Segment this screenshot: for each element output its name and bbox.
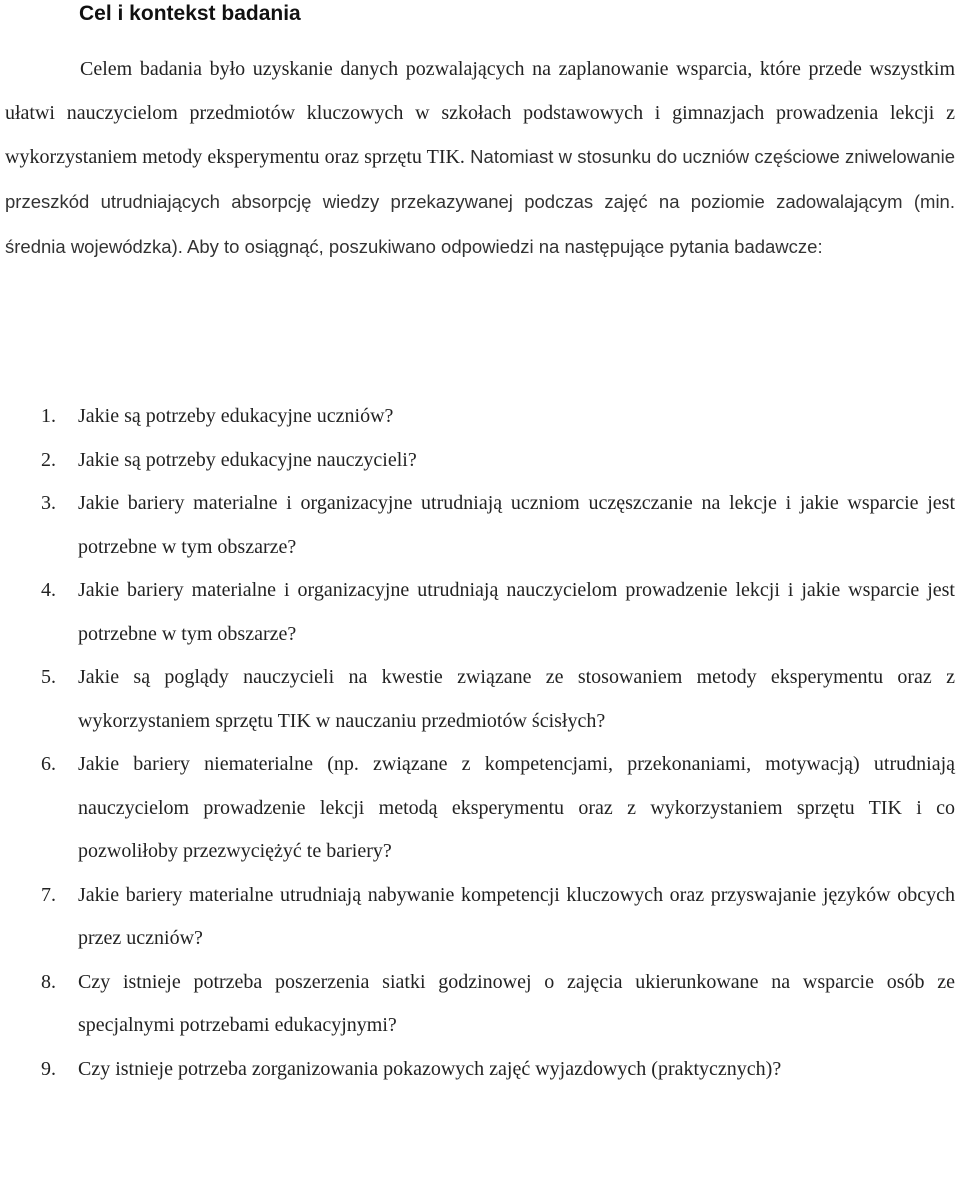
question-text: Jakie są poglądy nauczycieli na kwestie związane ze stosowaniem metody eksperymentu oraz z wykorzystaniem sprzętu TIK w nauczaniu przedmiotów ścisłych? [78,666,955,732]
research-question-7 [0,874,960,961]
question-text: Jakie bariery materialne utrudniają nabywanie kompetencji kluczowych oraz przyswajanie języków obcych przez uczniów? [78,883,955,949]
question-number: 7. [41,883,56,906]
research-question-1 [0,395,960,439]
research-question-9 [0,1048,960,1092]
question-number: 5. [41,666,56,688]
question-number: 8. [41,970,56,993]
intro-text-part-1: Celem badania było uzyskanie danych pozwalających na zaplanowanie wsparcia, które przede wszystkim ułatwi nauczycielom przedmiotów kluczowych w szkołach podstawowych i gimnazjach prowadzenia lekcji z wykorzystaniem metody eksperymentu oraz sprzętu TIK. [5,58,955,169]
question-text: Czy istnieje potrzeba zorganizowania pokazowych zajęć wyjazdowych (praktycznych)? [78,1057,782,1080]
question-text: Jakie są potrzeby edukacyjne nauczycieli? [78,448,417,471]
research-question-6 [0,743,960,874]
research-question-8 [0,961,960,1048]
question-text: Jakie bariery niematerialne (np. związane z kompetencjami, przekonaniami, motywacją) utrudniają nauczycielom prowadzenie lekcji metodą eksperymentu oraz z wykorzystaniem sprzętu TIK i co pozwoliłoby przezwyciężyć te bariery? [78,753,955,862]
research-question-2 [0,439,960,483]
section-heading: Cel i kontekst badania [79,2,301,25]
research-questions-list [0,395,960,1091]
intro-paragraph [5,48,955,270]
question-number: 1. [41,405,56,427]
question-text: Czy istnieje potrzeba poszerzenia siatki godzinowej o zajęcia ukierunkowane na wsparcie osób ze specjalnymi potrzebami edukacyjnymi? [78,970,955,1036]
question-number: 6. [41,753,56,775]
research-question-3 [0,482,960,569]
research-question-4 [0,569,960,656]
research-question-5 [0,656,960,743]
intro-text-part-2: Natomiast w stosunku do uczniów częściowe zniwelowanie przeszkód utrudniających absorpcję wiedzy przekazywanej podczas zajęć na poziomie zadowalającym (min. średnia wojewódzka). Aby to osiągnąć, poszukiwano odpowiedzi na następujące pytania badawcze: [5,146,955,257]
question-number: 3. [41,492,56,514]
question-number: 4. [41,579,56,601]
question-text: Jakie są potrzeby edukacyjne uczniów? [78,405,394,427]
question-number: 9. [41,1057,56,1080]
question-text: Jakie bariery materialne i organizacyjne utrudniają nauczycielom prowadzenie lekcji i jakie wsparcie jest potrzebne w tym obszarze? [78,579,955,645]
question-number: 2. [41,448,56,471]
question-text: Jakie bariery materialne i organizacyjne utrudniają uczniom uczęszczanie na lekcje i jakie wsparcie jest potrzebne w tym obszarze? [78,492,955,558]
